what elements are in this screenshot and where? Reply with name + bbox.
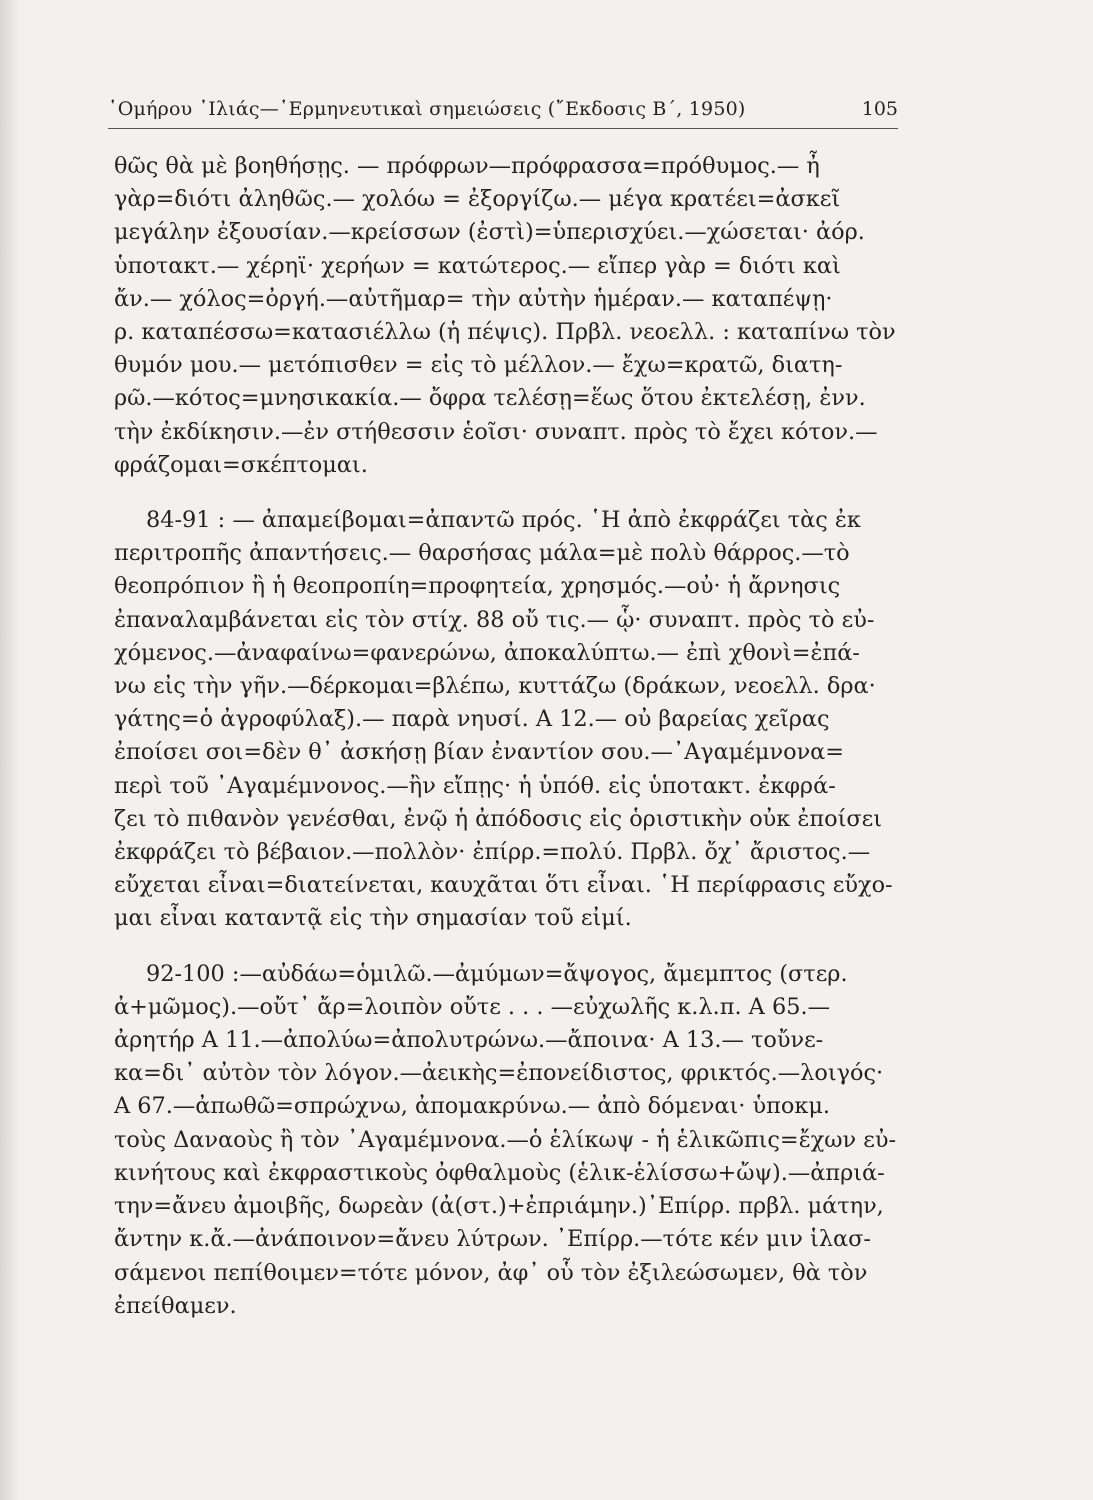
text-line: περιτροπῆς ἀπαντήσεις.— θαρσήσας μάλα=μὲ πολὺ θάρρος.—τὸ: [114, 540, 850, 567]
text-line: γάτης=ὁ ἀγροφύλαξ).— παρὰ νηυσί. Α 12.— οὐ βαρείας χεῖρας: [114, 706, 830, 733]
page-number: 105: [861, 98, 898, 120]
text-line: 84-91 : — ἀπαμείβομαι=ἀπαντῶ πρός. ῾Η ἀπὸ ἐκφράζει τὰς ἐκ: [146, 507, 861, 534]
text-line: Α 67.—ἀπωθῶ=σπρώχνω, ἀπομακρύνω.— ἀπὸ δόμεναι· ὑποκμ.: [114, 1093, 830, 1120]
text-line: γὰρ=διότι ἀληθῶς.— χολόω = ἐξοργίζω.— μέγα κρατέει=ἀσκεῖ: [114, 186, 841, 213]
text-line: 92-100 :—αὐδάω=ὁμιλῶ.—ἀμύμων=ἄψογος, ἄμεμπτος (στερ.: [146, 960, 848, 987]
text-line: νω εἰς τὴν γῆν.—δέρκομαι=βλέπω, κυττάζω (δράκων, νεοελλ. δρα·: [114, 673, 876, 700]
text-line: ρ. καταπέσσω=κατασιέλλω (ἡ πέψις). Πρβλ. νεοελλ. : καταπίνω τὸν: [114, 319, 896, 346]
text-line: την=ἄνευ ἀμοιβῆς, δωρεὰν (ἀ(στ.)+ἐπριάμην.)᾿Επίρρ. πρβλ. μάτην,: [114, 1193, 884, 1220]
paragraph-continuation: [114, 150, 900, 482]
text-line: τὴν ἐκδίκησιν.—ἐν στήθεσσιν ἑοῖσι· συναπτ. πρὸς τὸ ἔχει κότον.—: [114, 418, 878, 445]
text-line: φράζομαι=σκέπτομαι.: [114, 451, 368, 478]
text-line: θεοπρόπιον ἢ ἡ θεοπροπίη=προφητεία, χρησμός.—οὐ· ἡ ἄρνησις: [114, 573, 841, 600]
text-line: ἀρητήρ Α 11.—ἀπολύω=ἀπολυτρώνω.—ἄποινα· Α 13.— τοὔνε-: [114, 1027, 824, 1054]
text-line: ἐποίσει σοι=δὲν θ᾿ ἀσκήσῃ βίαν ἐναντίον σου.—᾿Αγαμέμνονα=: [114, 739, 845, 766]
page-edge-shadow: [0, 0, 20, 1500]
text-line: τοὺς Δαναοὺς ἢ τὸν ᾿Αγαμέμνονα.—ὁ ἑλίκωψ - ἡ ἑλικῶπις=ἔχων εὐ-: [114, 1126, 897, 1153]
text-line: κα=δι᾿ αὐτὸν τὸν λόγον.—ἀεικὴς=ἐπονείδιστος, φρικτός.—λοιγός·: [114, 1060, 884, 1087]
text-line: χόμενος.—ἀναφαίνω=φανερώνω, ἀποκαλύπτω.— ἐπὶ χθονὶ=ἐπά-: [114, 639, 860, 666]
text-line: μεγάλην ἐξουσίαν.—κρείσσων (ἐστὶ)=ὑπερισχύει.—χώσεται· ἀόρ.: [114, 219, 865, 246]
page-header: [108, 94, 898, 129]
running-title: ῾Ομήρου ᾿Ιλιάς—῾Ερμηνευτικαὶ σημειώσεις (῎Εκδοσις Β΄, 1950): [108, 98, 746, 120]
text-line: ἄν.— χόλος=ὀργή.—αὐτῆμαρ= τὴν αὐτὴν ἡμέραν.— καταπέψῃ·: [114, 285, 833, 312]
text-line: ζει τὸ πιθανὸν γενέσθαι, ἐνῷ ἡ ἀπόδοσις εἰς ὁριστικὴν οὐκ ἐποίσει: [114, 805, 883, 832]
text-line: θυμόν μου.— μετόπισθεν = εἰς τὸ μέλλον.— ἔχω=κρατῶ, διατη-: [114, 352, 843, 379]
commentary-body: [114, 150, 900, 1323]
text-line: ὑποτακτ.— χέρηϊ· χερήων = κατώτερος.— εἴπερ γὰρ = διότι καὶ: [114, 252, 841, 279]
text-line: περὶ τοῦ ᾿Αγαμέμνονος.—ἢν εἴπῃς· ἡ ὑπόθ. εἰς ὑποτακτ. ἐκφρά-: [114, 772, 836, 799]
paragraph-verses-92-100: [114, 958, 900, 1323]
text-line: ρῶ.—κότος=μνησικακία.— ὄφρα τελέσῃ=ἕως ὅτου ἐκτελέσῃ, ἐνν.: [114, 385, 866, 412]
text-line: σάμενοι πεπίθοιμεν=τότε μόνον, ἀφ᾿ οὗ τὸν ἐξιλεώσωμεν, θὰ τὸν: [114, 1259, 868, 1286]
text-line: μαι εἶναι καταντᾷ εἰς τὴν σημασίαν τοῦ εἰμί.: [114, 905, 632, 932]
text-line: εὔχεται εἶναι=διατείνεται, καυχᾶται ὅτι εἶναι. ῾Η περίφρασις εὔχο-: [114, 872, 893, 899]
text-line: ἐκφράζει τὸ βέβαιον.—πολλὸν· ἐπίρρ.=πολύ. Πρβλ. ὄχ᾿ ἄριστος.—: [114, 839, 871, 866]
text-line: ἄντην κ.ἄ.—ἀνάποινον=ἄνευ λύτρων. ᾿Επίρρ.—τότε κέν μιν ἱλασ-: [114, 1226, 871, 1253]
text-line: κινήτους καὶ ἐκφραστικοὺς ὀφθαλμοὺς (ἑλικ-ἑλίσσω+ὤψ).—ἀπριά-: [114, 1159, 885, 1186]
text-line: ἐπείθαμεν.: [114, 1292, 237, 1319]
paragraph-verses-84-91: [114, 504, 900, 936]
text-line: ἀ+μῶμος).—οὔτ᾿ ἄρ=λοιπὸν οὔτε . . . —εὐχωλῆς κ.λ.π. Α 65.—: [114, 993, 830, 1020]
text-line: ἐπαναλαμβάνεται εἰς τὸν στίχ. 88 οὔ τις.— ᾧ· συναπτ. πρὸς τὸ εὐ-: [114, 606, 875, 633]
text-line: θῶς θὰ μὲ βοηθήσῃς. — πρόφρων—πρόφρασσα=πρόθυμος.— ἦ: [114, 153, 820, 179]
